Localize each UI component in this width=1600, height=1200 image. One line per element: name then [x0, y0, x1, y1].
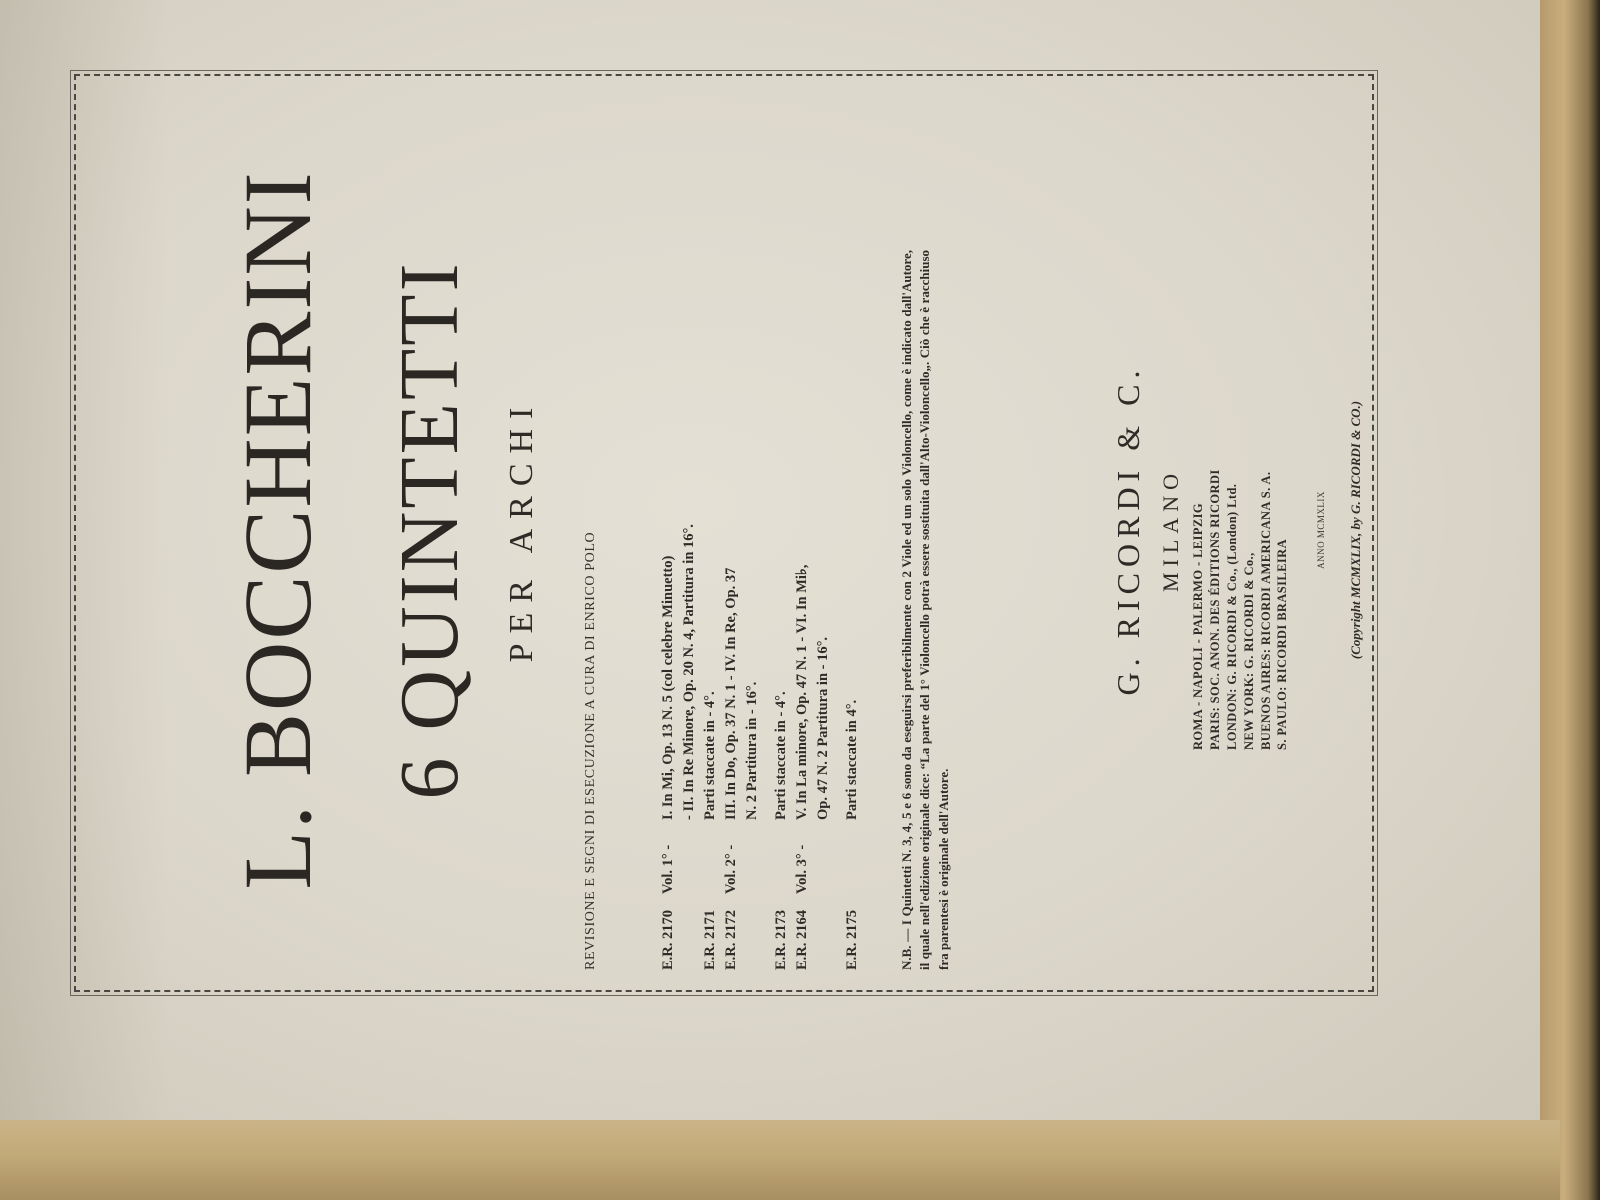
edition-code: E.R. 2164	[794, 909, 811, 970]
edition-row	[771, 90, 792, 970]
publisher-name: G. RICORDI & C.	[1110, 364, 1146, 696]
edition-row	[842, 90, 863, 970]
branch-line: PARIS: SOC. ANON. DES ÉDITIONS RICORDI	[1207, 469, 1222, 750]
branch-line: LONDON: G. RICORDI & Co., (London) Ltd.	[1224, 483, 1239, 750]
revision-credit: REVISIONE E SEGNI DI ESECUZIONE A CURA DI ENRICO POLO	[583, 531, 598, 970]
publication-year: ANNO MCMXLIX	[1316, 491, 1326, 569]
edition-volume: Vol. 2° -	[723, 844, 740, 894]
publisher-city: MILANO	[1158, 468, 1183, 592]
edition-volume: Vol. 3° -	[794, 844, 811, 894]
edition-code: E.R. 2175	[844, 909, 861, 970]
book-cover-edge	[1540, 0, 1600, 1200]
edition-description: V. In La minore, Op. 47 N. 1 - VI. In Mi♭, Op. 47 N. 2 Partitura in - 16°.	[794, 564, 832, 820]
edition-description: Parti staccate in - 4°.	[773, 691, 790, 820]
edition-row	[700, 90, 721, 970]
publisher-branches	[1190, 230, 1291, 750]
edition-row	[658, 90, 700, 970]
work-subtitle: PER ARCHI	[503, 397, 540, 663]
work-title: 6 QUINTETTI	[383, 260, 476, 800]
book-cover-bottom	[0, 1120, 1560, 1200]
performance-note: N.B. — I Quintetti N. 3, 4, 5 e 6 sono da eseguirsi preferibilmente con 2 Viole ed un solo Violoncello, come è indicato dall'Autore, il quale nell'edizione originale dice: “La parte del 1° Violoncello potrà essere sostituita dall'Alto-Violoncello„. Ciò che è racchiuso fra parentesi è originale dell'Autore.	[899, 250, 951, 970]
editions-list	[658, 90, 863, 970]
title-page-content	[80, 80, 1363, 980]
edition-description: III. In Do, Op. 37 N. 1 - IV. In Re, Op. 37 N. 2 Partitura in - 16°.	[723, 567, 761, 820]
composer-name: L. BOCCHERINI	[224, 170, 331, 890]
branch-line: S. PAULO: RICORDI BRASILEIRA	[1275, 539, 1290, 750]
branch-line: NEW YORK: G. RICORDI & Co.,	[1241, 552, 1256, 750]
edition-code: E.R. 2171	[702, 909, 719, 970]
branch-line: BUENOS AIRES: RICORDI AMERICANA S. A.	[1258, 471, 1273, 750]
copyright-notice: (Copyright MCMXLIX, by G. RICORDI & CO.)	[1348, 400, 1363, 660]
edition-description: I. In Mi, Op. 13 N. 5 (col celebre Minuetto) - II. In Re Minore, Op. 20 N. 4, Partitura in 16°.	[660, 524, 698, 820]
edition-code: E.R. 2172	[723, 909, 740, 970]
edition-description: Parti staccate in 4°.	[844, 699, 861, 820]
edition-code: E.R. 2170	[660, 909, 676, 970]
edition-volume: Vol. 1° -	[660, 844, 676, 894]
edition-code: E.R. 2173	[773, 909, 790, 970]
edition-description: Parti staccate in - 4°.	[702, 691, 719, 820]
branch-line: ROMA - NAPOLI - PALERMO - LEIPZIG	[1191, 503, 1205, 750]
edition-row	[792, 90, 834, 970]
edition-row	[721, 90, 763, 970]
